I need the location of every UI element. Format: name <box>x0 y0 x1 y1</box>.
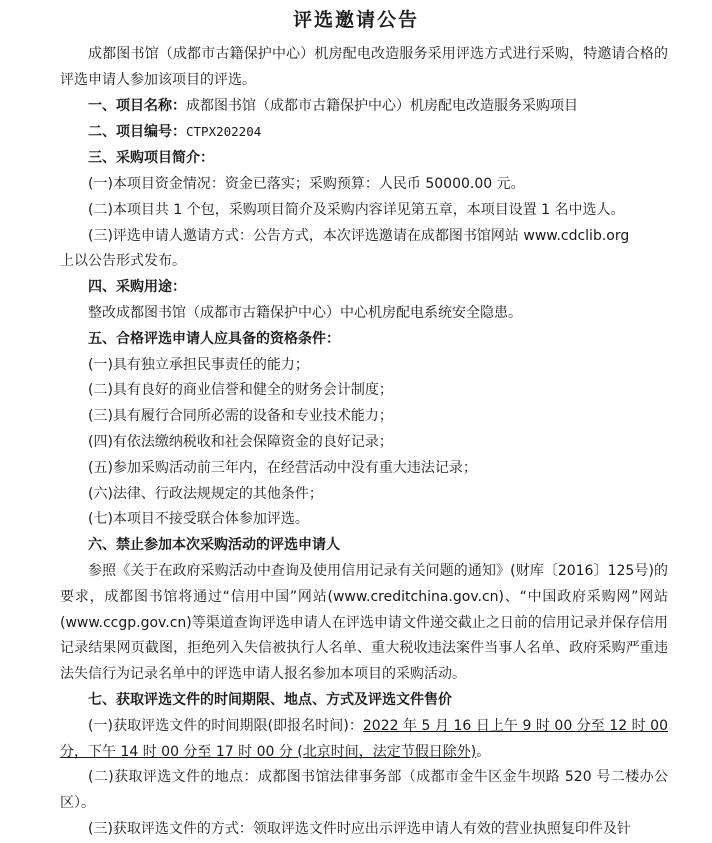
section-6-text: 参照《关于在政府采购活动中查询及使用信用记录有关问题的通知》(财库〔2016〕125号)的要求，成都图书馆将通过“信用中国”网站(www.creditchina.gov.cn)、“中国政府采购网”网站(www.ccgp.gov.cn)等渠道查询评选申请人在评选申请文件递交截止之日前的信用记录并保存信用记录结果网页截图，拒绝列入失信被执行人名单、重大税收违法案件当事人名单、政府采购严重违法失信行为记录名单中的评选申请人报名参加本项目的采购活动。 <box>60 562 668 683</box>
registration-period-time: 2022 年 5 月 16 日上午 9 时 00 分至 12 时 00 分，下午 14 时 00 分至 17 时 00 分 (北京时间，法定节假日除外) <box>60 717 668 760</box>
page-title: 评选邀请公告 <box>292 9 419 31</box>
section-7-heading: 七、获取评选文件的时间期限、地点、方式及评选文件售价 <box>88 691 452 708</box>
qualification-item: (六)法律、行政法规规定的其他条件； <box>88 485 323 502</box>
intro-paragraph: 成都图书馆（成都市古籍保护中心）机房配电改造服务采用评选方式进行采购，特邀请合格的评选申请人参加该项目的评选。 <box>60 46 668 88</box>
registration-period-end: 。 <box>476 743 491 760</box>
section-3-item-3b: 上以公告形式发布。 <box>60 253 186 270</box>
section-1 <box>60 94 668 120</box>
section-7-item-3: (三)获取评选文件的方式：领取评选文件时应出示评选申请人有效的营业执照复印件及针 <box>88 820 631 837</box>
section-3-item-1: (一)本项目资金情况：资金已落实；采购预算：人民币 50000.00 元。 <box>88 175 525 192</box>
registration-period-label: (一)获取评选文件的时间期限(即报名时间)： <box>88 717 363 734</box>
qualification-item: (四)有依法缴纳税收和社会保障资金的良好记录； <box>88 433 393 450</box>
section-3-item-2: (二)本项目共 1 个包，采购项目简介及采购内容详见第五章，本项目设置 1 名中选人。 <box>88 201 625 218</box>
section-7-item-2: (二)获取评选文件的地点：成都图书馆法律事务部（成都市金牛区金牛坝路 520 号二楼办公区）。 <box>60 769 668 812</box>
project-name: 成都图书馆（成都市古籍保护中心）机房配电改造服务采购项目 <box>186 97 578 114</box>
section-3-heading: 三、采购项目简介： <box>88 150 214 167</box>
section-6-heading: 六、禁止参加本次采购活动的评选申请人 <box>88 537 340 554</box>
qualification-item: (五)参加采购活动前三年内，在经营活动中没有重大违法记录； <box>88 459 477 476</box>
section-4-text: 整改成都图书馆（成都市古籍保护中心）中心机房配电系统安全隐患。 <box>88 304 522 321</box>
qualification-item: (三)具有履行合同所必需的设备和专业技术能力； <box>88 408 393 425</box>
qualification-item: (二)具有良好的商业信誉和健全的财务会计制度； <box>88 382 393 399</box>
section-3-item-3a: (三)评选申请人邀请方式：公告方式，本次评选邀请在成都图书馆网站 www.cdclib.org <box>88 227 630 244</box>
section-2-label: 二、项目编号： <box>88 124 186 141</box>
section-5-heading: 五、合格评选申请人应具备的资格条件： <box>88 330 340 347</box>
project-number: CTPX202204 <box>186 124 262 140</box>
qualification-item: (一)具有独立承担民事责任的能力； <box>88 356 309 373</box>
qualification-item: (七)本项目不接受联合体参加评选。 <box>88 511 309 528</box>
section-2 <box>60 119 668 146</box>
section-4-heading: 四、采购用途： <box>88 279 186 296</box>
section-7-item-1 <box>60 714 668 766</box>
section-1-label: 一、项目名称： <box>88 97 186 114</box>
